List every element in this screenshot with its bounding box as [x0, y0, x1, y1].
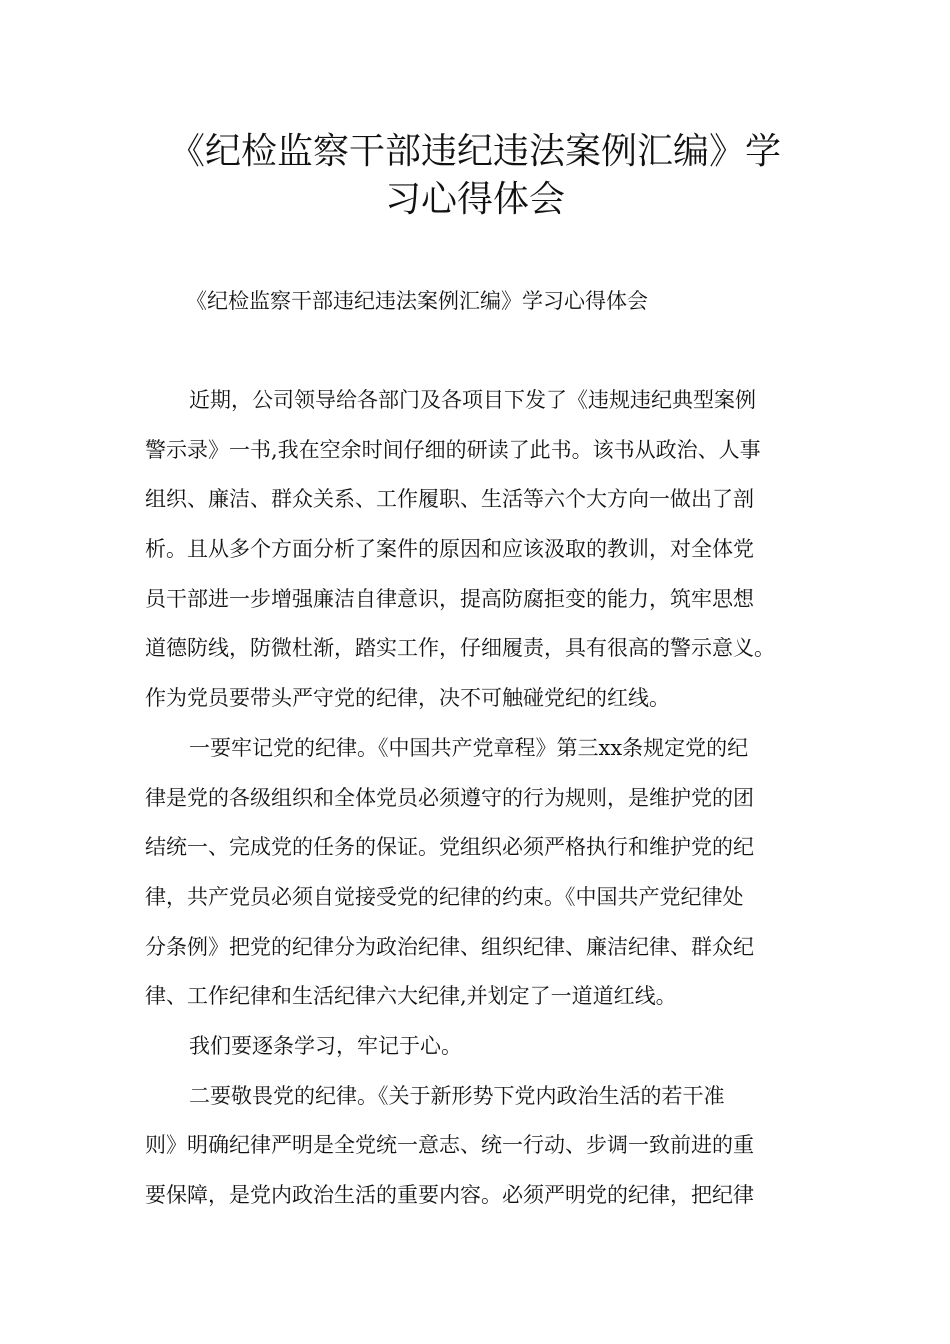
- body-line: 一要牢记党的纪律。《中国共产党章程》第三xx条规定党的纪: [189, 735, 749, 760]
- body-line: 律是党的各级组织和全体党员必须遵守的行为规则，是维护党的团: [145, 785, 754, 810]
- body-line: 析。且从多个方面分析了案件的原因和应该汲取的教训，对全体党: [145, 537, 754, 562]
- body-line: 近期，公司领导给各部门及各项目下发了《违规违纪典型案例: [189, 388, 756, 412]
- document-title-line: 习心得体会: [384, 179, 565, 220]
- body-line: 则》明确纪律严明是全党统一意志、统一行动、步调一致前进的重: [145, 1133, 754, 1158]
- body-line: 组织、廉洁、群众关系、工作履职、生活等六个大方向一做出了剖: [145, 487, 754, 512]
- body-line: 二要敬畏党的纪律。《关于新形势下党内政治生活的若干准: [189, 1083, 725, 1108]
- document-title: [120, 128, 830, 224]
- document-title-line: 《纪检监察干部违纪违法案例汇编》学: [168, 131, 781, 172]
- body-line: 道德防线，防微杜渐，踏实工作，仔细履责，具有很高的警示意义。: [145, 636, 775, 661]
- body-line: 警示录》一书,我在空余时间仔细的研读了此书。该书从政治、人事: [145, 437, 761, 462]
- body-line: 要保障，是党内政治生活的重要内容。必须严明党的纪律，把纪律: [145, 1183, 754, 1207]
- body-line: 律，共产党员必须自觉接受党的纪律的约束。《中国共产党纪律处: [145, 884, 744, 909]
- document-body: [145, 380, 845, 1225]
- body-line: 我们要逐条学习，牢记于心。: [189, 1033, 462, 1058]
- body-line: 律、工作纪律和生活纪律六大纪律,并划定了一道道红线。: [145, 984, 677, 1009]
- body-line: 结统一、完成党的任务的保证。党组织必须严格执行和维护党的纪: [145, 835, 754, 860]
- document-subtitle: 《纪检监察干部违纪违法案例汇编》学习心得体会: [186, 289, 648, 313]
- body-line: 分条例》把党的纪律分为政治纪律、组织纪律、廉洁纪律、群众纪: [145, 934, 754, 959]
- body-line: 作为党员要带头严守党的纪律，决不可触碰党纪的红线。: [145, 686, 670, 711]
- body-line: 员干部进一步增强廉洁自律意识，提高防腐拒变的能力，筑牢思想: [145, 586, 754, 611]
